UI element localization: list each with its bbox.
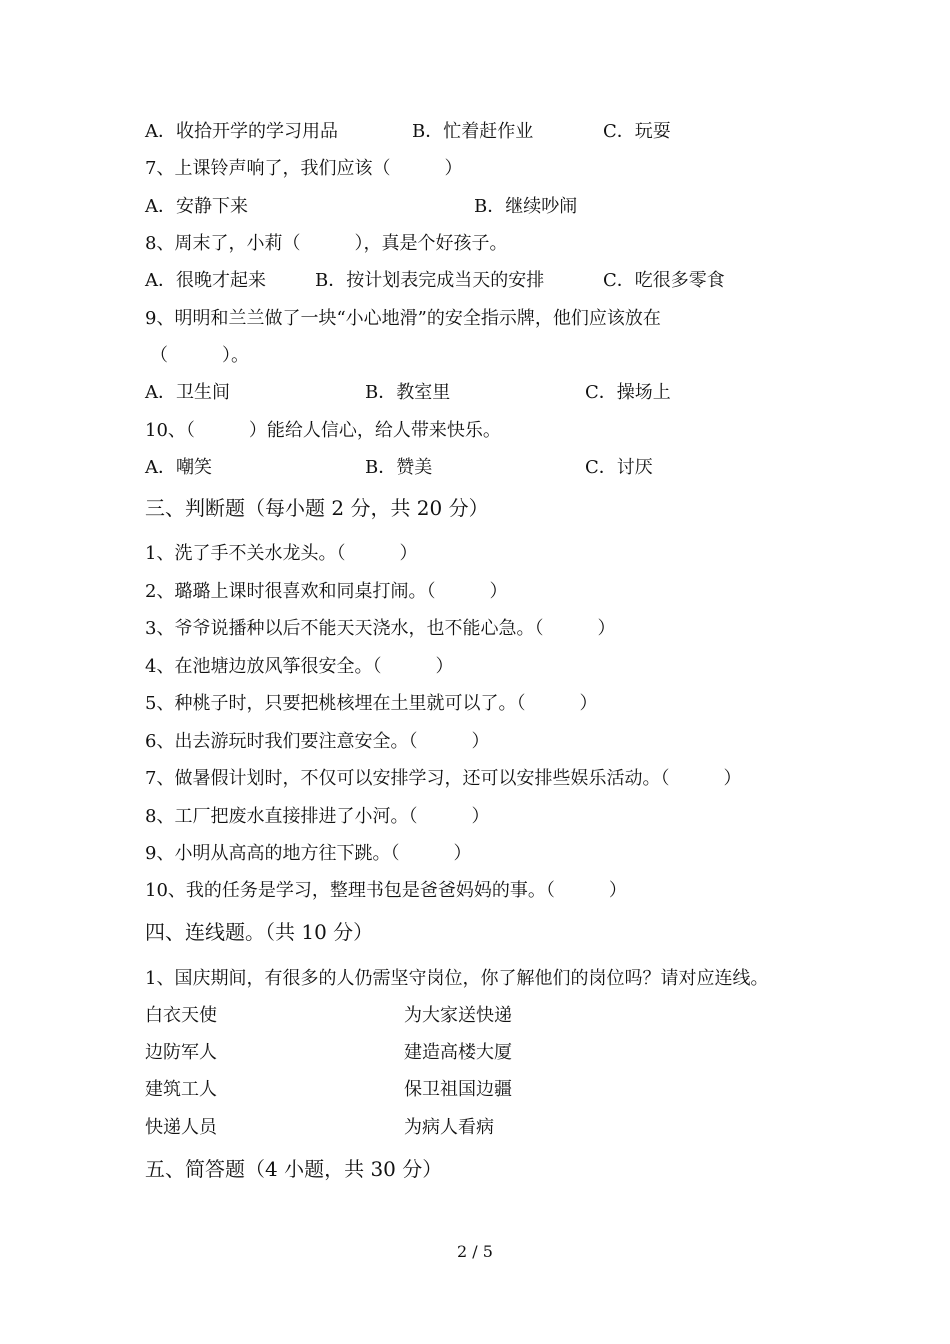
q9-option-a: A．卫生间 bbox=[145, 382, 230, 403]
q8-stem: 8、周末了，小莉（ ），真是个好孩子。 bbox=[145, 233, 508, 254]
tf-item-2: 2、璐璐上课时很喜欢和同桌打闹。（ ） bbox=[145, 581, 508, 602]
q8-option-b: B．按计划表完成当天的安排 bbox=[315, 270, 545, 291]
q6-option-b: B．忙着赶作业 bbox=[412, 121, 534, 142]
q6-option-a: A．收拾开学的学习用品 bbox=[145, 121, 338, 142]
match-left-2: 边防军人 bbox=[145, 1042, 217, 1063]
match-right-2: 建造高楼大厦 bbox=[404, 1042, 512, 1063]
match-left-3: 建筑工人 bbox=[145, 1079, 217, 1100]
tf-item-1: 1、洗了手不关水龙头。（ ） bbox=[145, 543, 418, 564]
tf-item-5: 5、种桃子时，只要把桃核埋在土里就可以了。（ ） bbox=[145, 693, 598, 714]
q8-option-a: A．很晚才起来 bbox=[145, 270, 266, 291]
q7-stem: 7、上课铃声响了，我们应该（ ） bbox=[145, 158, 463, 179]
q9-stem: 9、明明和兰兰做了一块“小心地滑”的安全指示牌，他们应该放在 bbox=[145, 308, 661, 329]
tf-item-4: 4、在池塘边放风筝很安全。（ ） bbox=[145, 656, 454, 677]
tf-item-9: 9、小明从高高的地方往下跳。（ ） bbox=[145, 843, 472, 864]
tf-item-3: 3、爷爷说播种以后不能天天浇水，也不能心急。（ ） bbox=[145, 618, 616, 639]
q7-option-b: B．继续吵闹 bbox=[474, 196, 578, 217]
page-number: 2 / 5 bbox=[457, 1242, 493, 1261]
q7-option-a: A．安静下来 bbox=[145, 196, 248, 217]
q10-stem: 10、（ ）能给人信心，给人带来快乐。 bbox=[145, 420, 501, 441]
part5-heading: 五、简答题（4 小题，共 30 分） bbox=[145, 1157, 443, 1181]
q10-option-b: B．赞美 bbox=[365, 457, 433, 478]
q9-option-c: C．操场上 bbox=[585, 382, 671, 403]
match-left-1: 白衣天使 bbox=[145, 1005, 217, 1026]
q9-option-b: B．教室里 bbox=[365, 382, 451, 403]
match-right-1: 为大家送快递 bbox=[404, 1005, 512, 1026]
q9-stem-continued: （ ）。 bbox=[150, 345, 249, 366]
q6-option-c: C．玩耍 bbox=[603, 121, 671, 142]
part4-heading: 四、连线题。（共 10 分） bbox=[145, 920, 374, 944]
q10-option-a: A．嘲笑 bbox=[145, 457, 212, 478]
tf-item-8: 8、工厂把废水直接排进了小河。（ ） bbox=[145, 806, 490, 827]
q8-option-c: C．吃很多零食 bbox=[603, 270, 725, 291]
match-question: 1、国庆期间，有很多的人仍需坚守岗位，你了解他们的岗位吗？请对应连线。 bbox=[145, 968, 769, 989]
part3-heading: 三、判断题（每小题 2 分，共 20 分） bbox=[145, 496, 489, 520]
q10-option-c: C．讨厌 bbox=[585, 457, 653, 478]
match-right-3: 保卫祖国边疆 bbox=[404, 1079, 512, 1100]
match-right-4: 为病人看病 bbox=[404, 1117, 494, 1138]
tf-item-7: 7、做暑假计划时，不仅可以安排学习，还可以安排些娱乐活动。（ ） bbox=[145, 768, 742, 789]
match-left-4: 快递人员 bbox=[145, 1117, 217, 1138]
tf-item-6: 6、出去游玩时我们要注意安全。（ ） bbox=[145, 731, 490, 752]
tf-item-10: 10、我的任务是学习，整理书包是爸爸妈妈的事。（ ） bbox=[145, 880, 627, 901]
